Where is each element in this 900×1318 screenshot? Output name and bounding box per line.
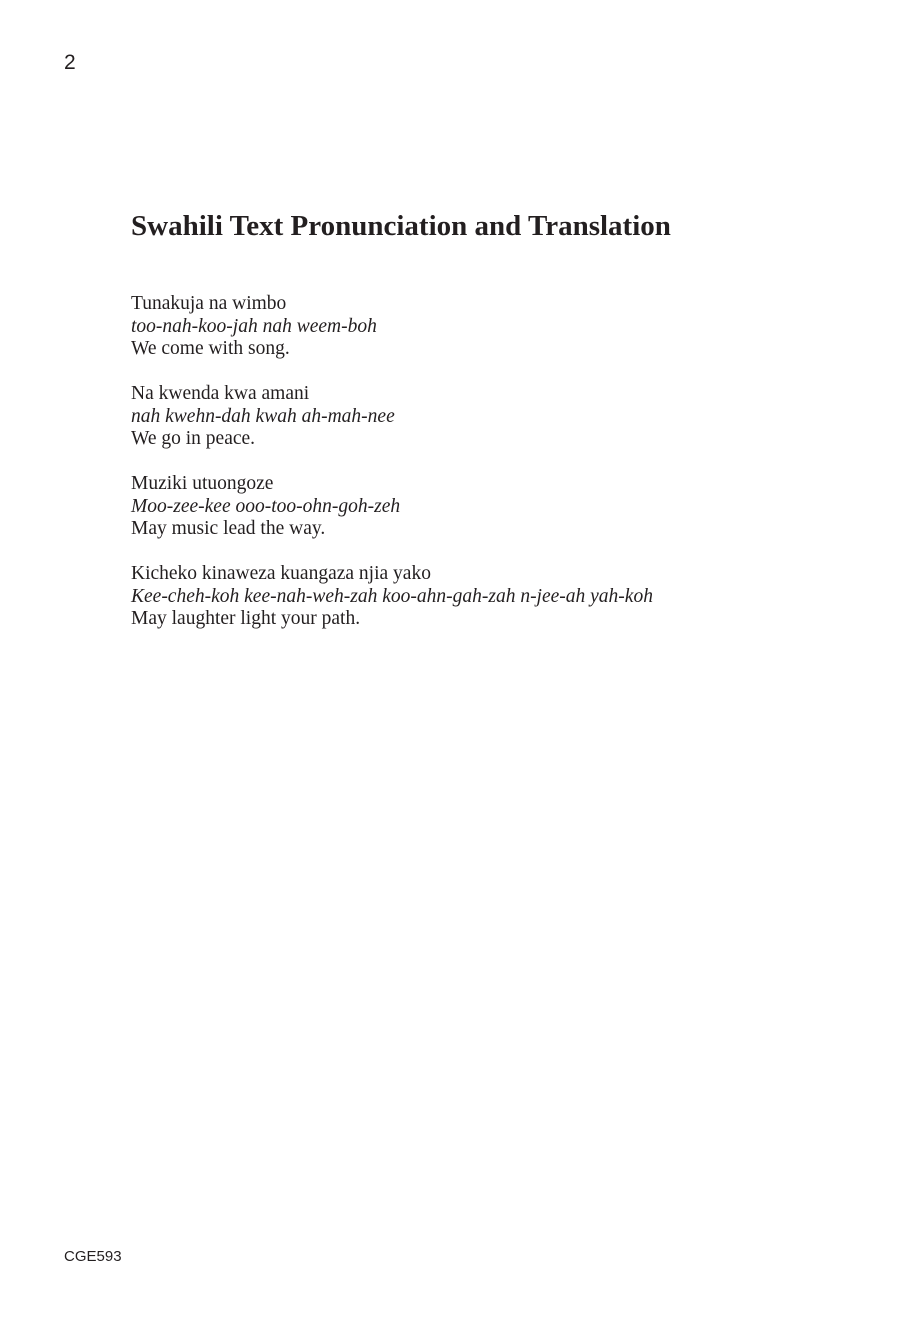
catalog-number: CGE593 [64, 1248, 122, 1265]
verse-list [131, 293, 653, 653]
page-number: 2 [64, 51, 76, 74]
swahili-line: Na kwenda kwa amani [131, 383, 310, 404]
swahili-line: Kicheko kinaweza kuangaza njia yako [131, 563, 431, 584]
translation-line: May laughter light your path. [131, 608, 361, 629]
verse-2 [131, 383, 653, 451]
pronunciation-line: too-nah-koo-jah nah weem-boh [131, 315, 377, 337]
page-title: Swahili Text Pronunciation and Translation [131, 210, 671, 242]
pronunciation-line: nah kwehn-dah kwah ah-mah-nee [131, 405, 395, 427]
pronunciation-line: Kee-cheh-koh kee-nah-weh-zah koo-ahn-gah-zah n-jee-ah yah-koh [131, 585, 653, 607]
pronunciation-line: Moo-zee-kee ooo-too-ohn-goh-zeh [131, 495, 401, 517]
translation-line: We go in peace. [131, 428, 256, 449]
translation-line: May music lead the way. [131, 518, 326, 539]
verse-3 [131, 473, 653, 541]
verse-1 [131, 293, 653, 361]
swahili-line: Tunakuja na wimbo [131, 293, 287, 314]
swahili-line: Muziki utuongoze [131, 473, 274, 494]
verse-4 [131, 563, 653, 631]
translation-line: We come with song. [131, 338, 290, 359]
